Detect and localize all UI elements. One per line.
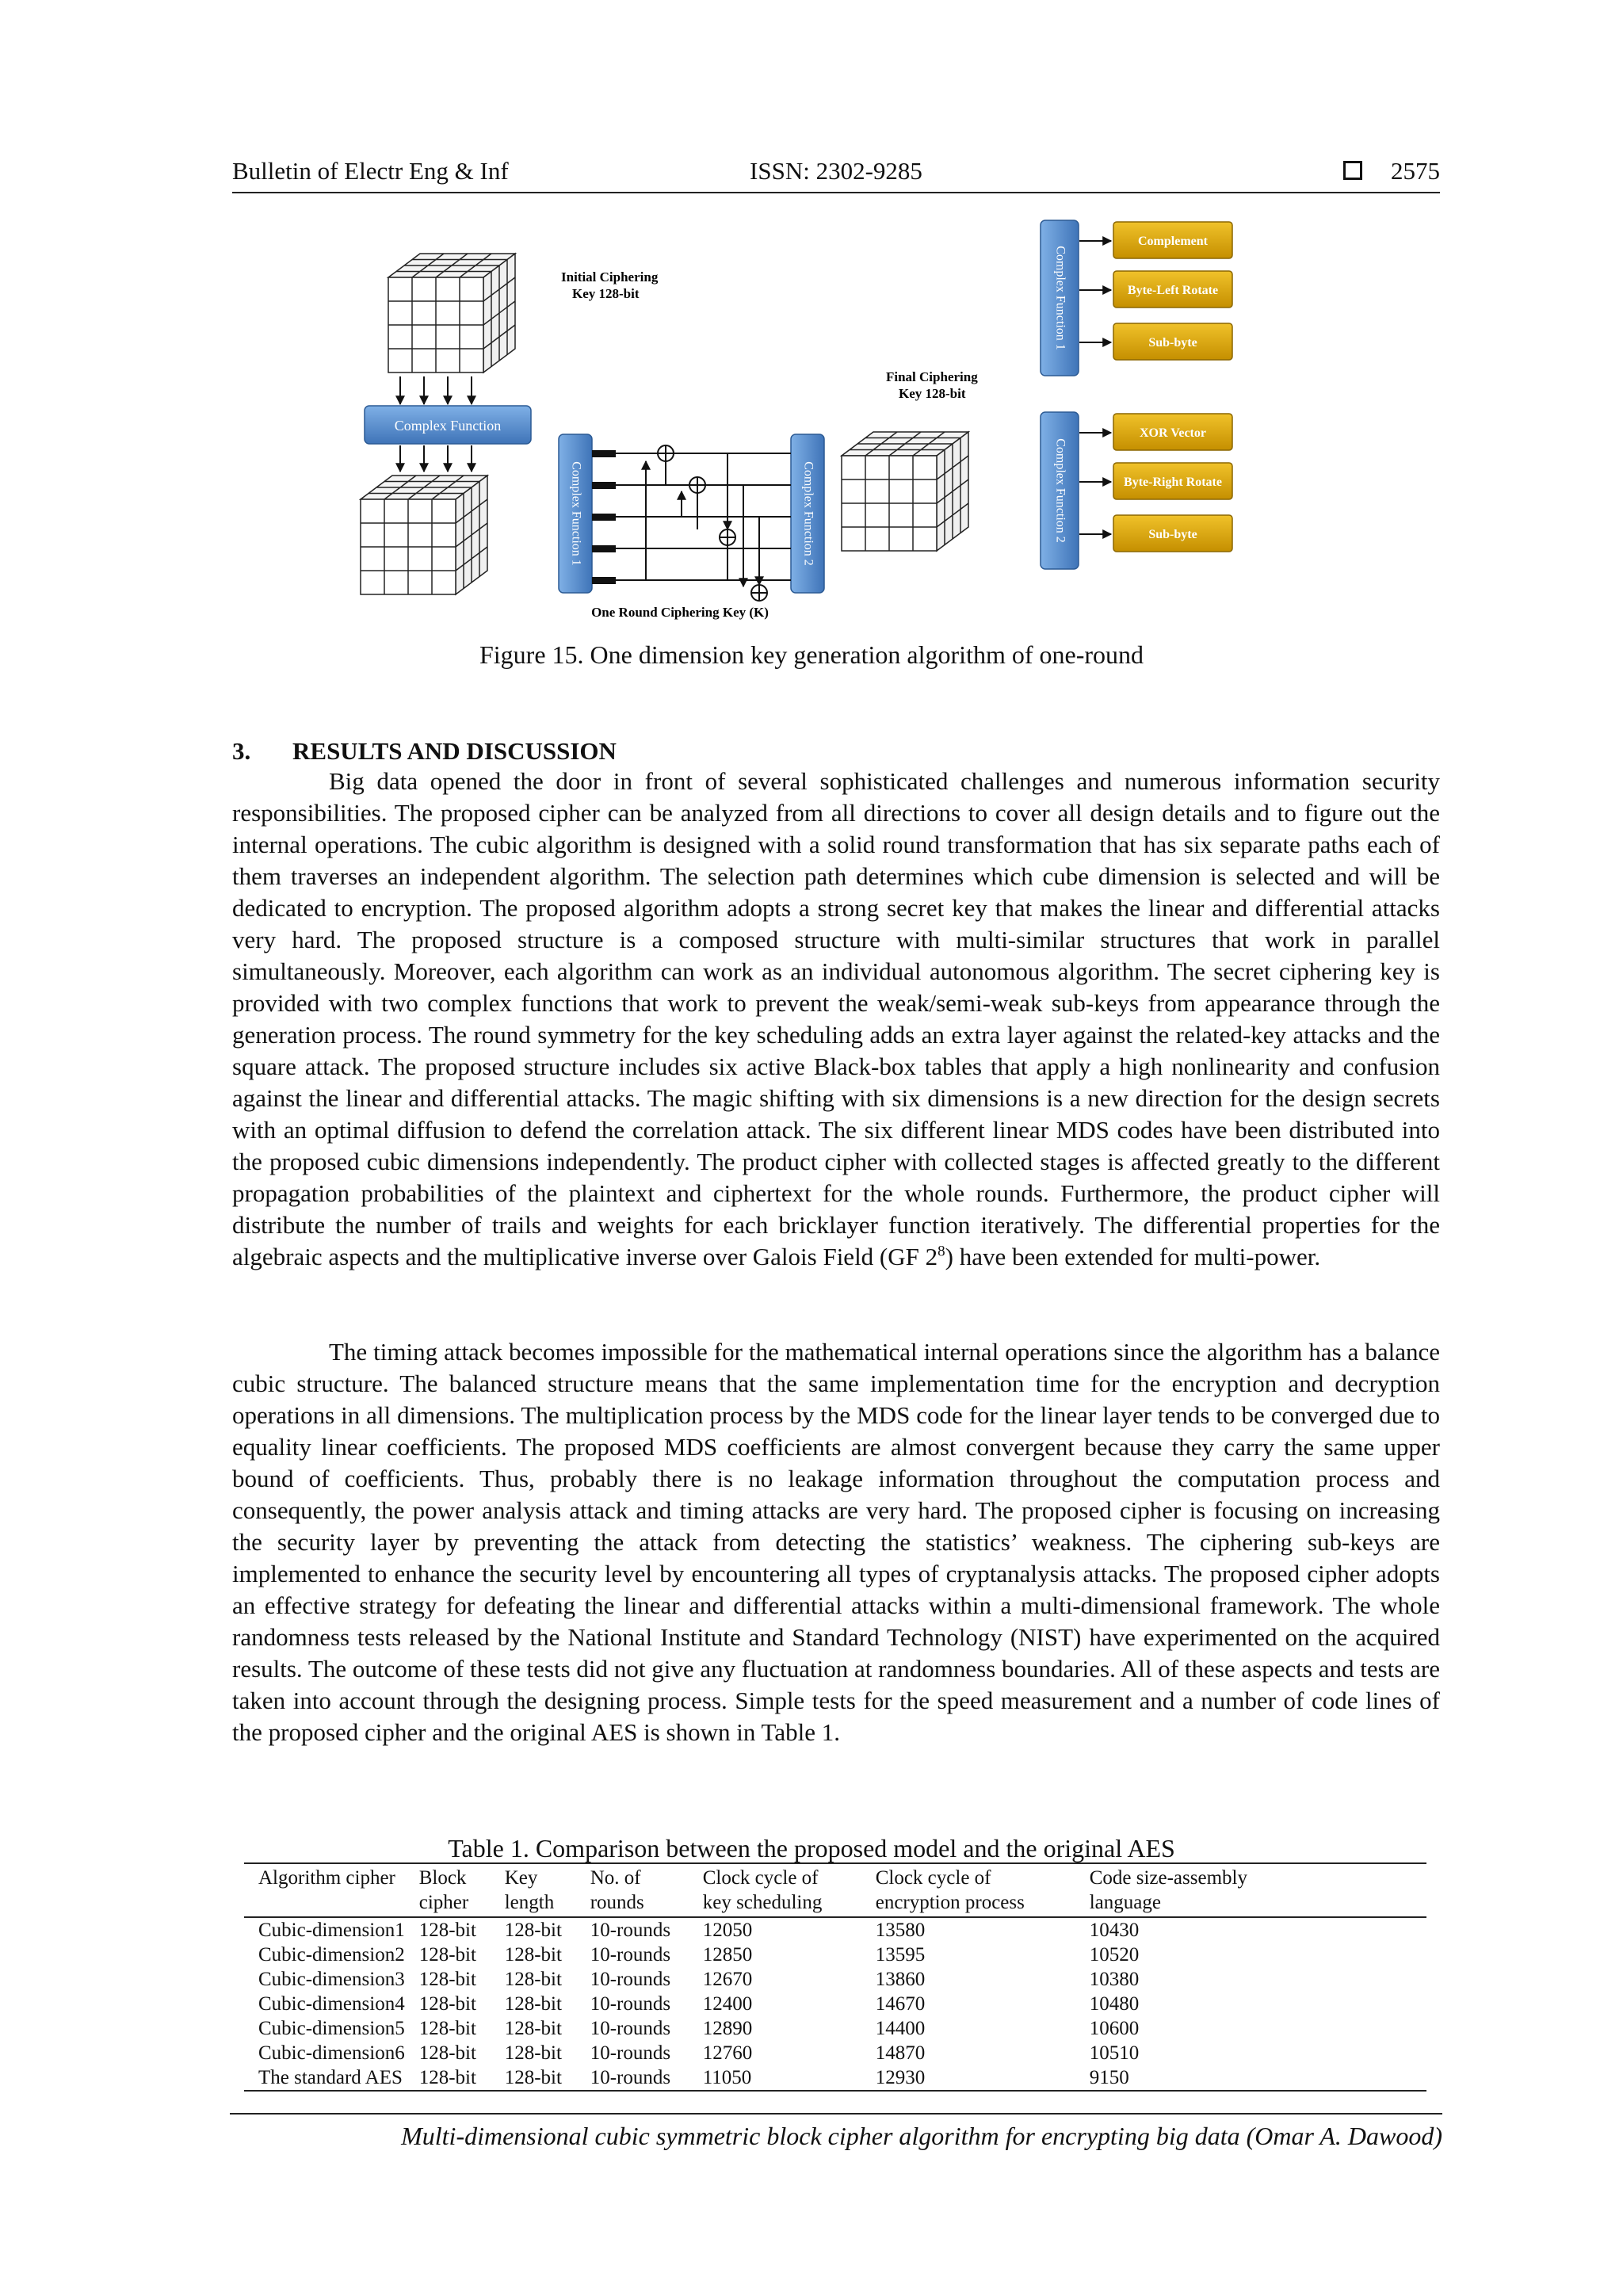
paragraph-1 [232, 766, 1440, 1273]
page-number-box [1343, 155, 1440, 187]
section-number: 3. [232, 737, 251, 765]
complex-function-2-group-label: Complex Function 2 [1053, 438, 1067, 543]
square-icon [1343, 161, 1362, 180]
table-row: Cubic-dimension1 128-bit 128-bit 10-rounds 12050 13580 10430 [258, 1920, 1140, 1941]
complex-function-1-label: Complex Function 1 [569, 461, 583, 566]
figure-15-diagram [349, 214, 1363, 626]
complex-function-2-label: Complex Function 2 [801, 461, 815, 566]
header-block-cipher: Block cipher [418, 1867, 469, 1913]
table-header-row [244, 1863, 1426, 1917]
initial-key-label-1: Initial Ciphering [561, 269, 659, 285]
table-row: Cubic-dimension5 128-bit 128-bit 10-rounds 12890 14400 10600 [258, 2018, 1140, 2039]
key-cube-bottom [361, 476, 487, 594]
table-row: Cubic-dimension6 128-bit 128-bit 10-rounds 12760 14870 10510 [258, 2042, 1140, 2064]
complement-label: Complement [1138, 235, 1208, 248]
sub-byte-label-2: Sub-byte [1148, 528, 1197, 541]
byte-left-rotate-label: Byte-Left Rotate [1127, 284, 1219, 297]
xor-vector-label: XOR Vector [1140, 426, 1206, 440]
page-number: 2575 [1391, 157, 1440, 185]
final-key-label-2: Key 128-bit [899, 386, 966, 401]
group2-boxes [1113, 414, 1232, 552]
byte-right-rotate-label: Byte-Right Rotate [1124, 476, 1222, 489]
paragraph-1-text: Big data opened the door in front of several sophisticated challenges and numerous information security responsibilities. The proposed cipher can be analyzed from all directions to cover all design details and to figure out the internal operations. The cubic algorithm is designed with a solid round transformation that has six separate paths each of them traverses an independent algorithm. The selection path determines which cube dimension is selected and will be dedicated to encryption. The proposed algorithm adopts a strong secret key that makes the linear and differential attacks very hard. The proposed structure is a composed structure with multi-similar structures that work in parallel simultaneously. Moreover, each algorithm can work as an individual autonomous algorithm. The secret ciphering key is provided with two complex functions that work to prevent the weak/semi-weak sub-keys from appearance through the generation process. The round symmetry for the key scheduling adds an extra layer against the related-key attacks and the square attack. The proposed structure includes six active Black-box tables that apply a high nonlinearity and confusion against the linear and differential attacks. The magic shifting with six dimensions is a new direction for the design secrets with an optimal diffusion to defend the correlation attack. The six different linear MDS codes have been distributed into the proposed cubic dimensions independently. The product cipher with collected stages is affected greatly to the different propagation probabilities of the plaintext and ciphertext for the whole rounds. Furthermore, the product cipher will distribute the number of trails and weights for each bricklayer function iteratively. The differential properties for the algebraic aspects and the multiplicative inverse over Galois Field (GF 2 [232, 767, 1440, 1270]
page-footer: Multi-dimensional cubic symmetric block cipher algorithm for encrypting big data (Omar A. Dawood) [401, 2122, 1442, 2150]
header-algorithm-cipher: Algorithm cipher [258, 1867, 395, 1889]
final-key-label-1: Final Ciphering [886, 369, 978, 384]
superscript-8: 8 [938, 1243, 945, 1260]
one-round-key-label: One Round Ciphering Key (K) [591, 605, 769, 620]
journal-name: Bulletin of Electr Eng & Inf [232, 157, 509, 185]
header-key-scheduling: Clock cycle of key scheduling [702, 1867, 823, 1913]
table-row: The standard AES 128-bit 128-bit 10-rounds 11050 12930 9150 [244, 2065, 1426, 2091]
paragraph-2 [232, 1336, 1440, 1748]
table-row: Cubic-dimension4 128-bit 128-bit 10-rounds 12400 14670 10480 [258, 1993, 1140, 2015]
complex-function-1-group-label: Complex Function 1 [1053, 246, 1067, 350]
initial-key-label-2: Key 128-bit [572, 286, 640, 301]
paragraph-1-text-end: ) have been extended for multi-power. [945, 1243, 1321, 1270]
header-rounds: No. of rounds [590, 1867, 644, 1913]
section-heading [232, 735, 617, 767]
table-row: Cubic-dimension2 128-bit 128-bit 10-rounds 12850 13595 10520 [258, 1944, 1140, 1966]
paragraph-2-text: The timing attack becomes impossible for the mathematical internal operations since the algorithm has a balance cubic structure. The balanced structure means that the same implementation time for the encryption and decryption operations in all dimensions. The multiplication process by the MDS code for the linear layer tends to be converged due to equality linear coefficients. The proposed MDS coefficients are almost convergent because they carry the same upper bound of coefficients. Thus, probably there is no leakage information throughout the computation process and consequently, the power analysis attack and timing attacks are very hard. The proposed cipher is focusing on increasing the security layer by preventing the attack from detecting the statistics’ weakness. The ciphering sub-keys are implemented to enhance the security level by encountering all types of cryptanalysis attacks. The proposed cipher adopts an effective strategy for defeating the linear and differential attacks within a multi-dimensional framework. The whole randomness tests released by the National Institute and Standard Technology (NIST) have experimented on the acquired results. The outcome of these tests did not give any fluctuation at randomness boundaries. All of these aspects and tests are taken into account through the designing process. Simple tests for the speed measurement and a number of code lines of the proposed cipher and the original AES is shown in Table 1. [232, 1338, 1440, 1746]
complex-function-label: Complex Function [394, 418, 502, 434]
key-cube-final [842, 432, 968, 551]
header-encryption-process: Clock cycle of encryption process [875, 1867, 1025, 1913]
sub-byte-label-1: Sub-byte [1148, 336, 1197, 350]
table-caption: Table 1. Comparison between the proposed model and the original AES [448, 1834, 1175, 1862]
figure-caption: Figure 15. One dimension key generation algorithm of one-round [479, 640, 1144, 669]
footer-divider [230, 2113, 1442, 2115]
key-cube-top [388, 254, 515, 372]
page-header [232, 154, 1440, 193]
xor-network [592, 445, 791, 601]
header-code-size: Code size-assembly language [1089, 1867, 1247, 1913]
issn: ISSN: 2302-9285 [750, 157, 922, 185]
header-key-length: Key length [504, 1867, 555, 1913]
comparison-table [244, 1862, 1426, 2092]
table-row: Cubic-dimension3 128-bit 128-bit 10-rounds 12670 13860 10380 [258, 1969, 1140, 1990]
group1-boxes [1113, 222, 1232, 360]
section-title: RESULTS AND DISCUSSION [292, 737, 617, 765]
